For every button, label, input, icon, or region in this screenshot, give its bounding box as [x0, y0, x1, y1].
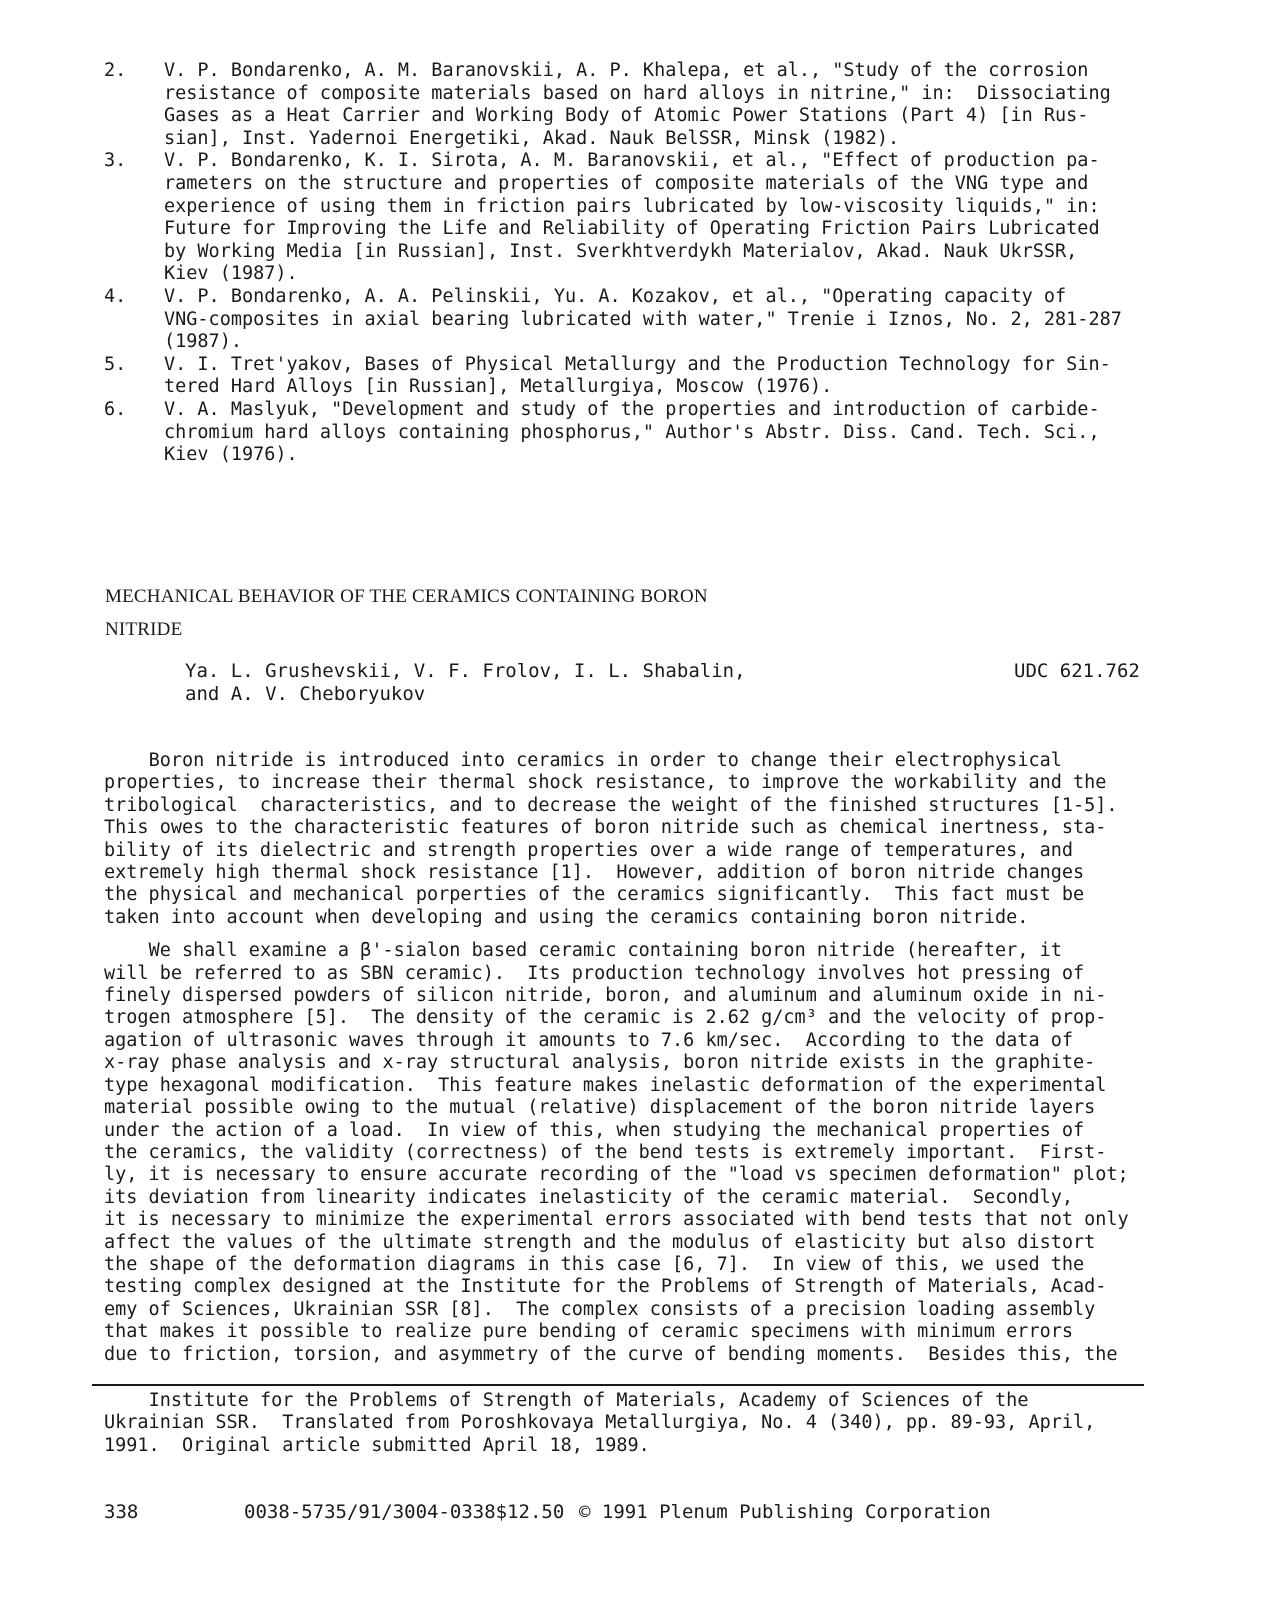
footnote-divider — [92, 1384, 1144, 1386]
reference-number: 4. — [104, 285, 127, 307]
reference-number: 3. — [104, 150, 127, 172]
reference-list — [104, 60, 1154, 467]
reference-item — [104, 399, 1154, 467]
body-paragraph: We shall examine a β'-sialon based ceramic containing boron nitride (hereafter, it will be referred to as SBN ceramic). Its production technology involves hot pressing of finely dispersed powders of silicon nitride, boron, and aluminum and aluminum oxide in ni- trogen atmosphere [5]. The density of the ceramic is 2.62 g/cm³ and the velocity of prop- agation of ultrasonic waves through it amounts to 7.6 km/sec. According to the data of x-ray phase analysis and x-ray structural analysis, boron nitride exists in the graphite- type hexagonal modification. This feature makes inelastic deformation of the experimental material possible owing to the mutual (relative) displacement of the boron nitride layers under the action of a load. In view of this, when studying the mechanical properties of the ceramics, the validity (correctness) of the bend tests is extremely important. First- ly, it is necessary to ensure accurate recording of the "load vs specimen deformation" plot; its deviation from linearity indicates inelasticity of the ceramic material. Secondly, it is necessary to minimize the experimental errors associated with bend tests that not only affect the values of the ultimate strength and the modulus of elasticity but also distort the shape of the deformation diagrams in this case [6, 7]. In view of this, we used the testing complex designed at the Institute for the Problems of Strength of Materials, Acad- emy of Sciences, Ukrainian SSR [8]. The complex consists of a precision loading assembly that makes it possible to realize pure bending of ceramic specimens with minimum errors due to friction, torsion, and asymmetry of the curve of bending moments. Besides this, the — [104, 940, 1129, 1365]
footnote: Institute for the Problems of Strength of Materials, Academy of Sciences of the Ukrainian SSR. Translated from Poroshkovaya Metallurgiya, No. 4 (340), pp. 89-93, April, 1991. Original article submitted April 18, 1989. — [104, 1390, 1096, 1456]
reference-item — [104, 286, 1154, 354]
reference-number: 2. — [104, 60, 127, 81]
body-paragraph: Boron nitride is introduced into ceramics in order to change their electrophysical properties, to increase their thermal shock resistance, to improve the workability and the tribological characteristics, and to decrease the weight of the finished structures [1-5]. This owes to the characteristic features of boron nitride such as chemical inertness, sta- bility of its dielectric and strength properties over a wide range of temperatures, and extremely high thermal shock resistance [1]. However, addition of boron nitride changes the physical and mechanical porperties of the ceramics significantly. This fact must be taken into account when developing and using the ceramics containing boron nitride. — [104, 750, 1118, 928]
article-body — [104, 750, 1154, 1377]
reference-text: V. P. Bondarenko, K. I. Sirota, A. M. Baranovskii, et al., "Effect of production pa- rameters on the structure and properties of composite materials of the VNG type and experience of using them in friction pairs lubricated by low-viscosity liquids," in: Future for Improving the Life and Reliability of Operating Friction Pairs Lubricated by Working Media [in Russian], Inst. Sverkhtverdykh Materialov, Akad. Nauk UkrSSR, Kiev (1987). — [164, 150, 1100, 285]
article-authors: Ya. L. Grushevskii, V. F. Frolov, I. L. Shabalin, and A. V. Cheboryukov — [185, 660, 746, 705]
reference-text: V. A. Maslyuk, "Development and study of the properties and introduction of carbide- chromium hard alloys containing phosphorus," Author's Abstr. Diss. Cand. Tech. Sci., Kiev (1976). — [164, 398, 1100, 466]
udc-code: UDC 621.762 — [1014, 660, 1140, 682]
page-number: 338 — [104, 1501, 139, 1523]
reference-item — [104, 60, 1154, 150]
reference-item — [104, 354, 1154, 399]
page-footer — [104, 1501, 991, 1523]
reference-item — [104, 150, 1154, 286]
article-title: MECHANICAL BEHAVIOR OF THE CERAMICS CONTAINING BORON NITRIDE — [105, 586, 708, 640]
reference-text: V. P. Bondarenko, A. M. Baranovskii, A. P. Khalepa, et al., "Study of the corrosion resistance of composite materials based on hard alloys in nitrine," in: Dissociating Gases as a Heat Carrier and Working Body of Atomic Power Stations (Part 4) [in Rus- sian], Inst. Yadernoi Energetiki, Akad. Nauk BelSSR, Minsk (1982). — [164, 60, 1111, 149]
reference-text: V. P. Bondarenko, A. A. Pelinskii, Yu. A. Kozakov, et al., "Operating capacity of VNG-composites in axial bearing lubricated with water," Trenie i Iznos, No. 2, 281-287 (1987). — [164, 285, 1122, 353]
copyright-line: © 1991 Plenum Publishing Corporation — [579, 1501, 991, 1523]
reference-text: V. I. Tret'yakov, Bases of Physical Metallurgy and the Production Technology for Sin- tered Hard Alloys [in Russian], Metallurgiya, Moscow (1976). — [164, 353, 1111, 398]
reference-number: 6. — [104, 398, 127, 420]
reference-number: 5. — [104, 353, 127, 375]
article-code: 0038-5735/91/3004-0338$12.50 — [244, 1501, 565, 1523]
